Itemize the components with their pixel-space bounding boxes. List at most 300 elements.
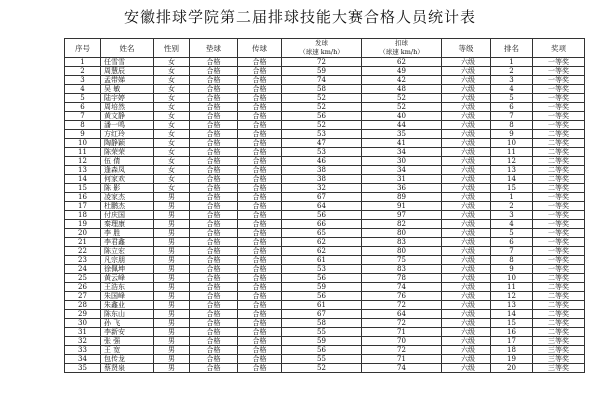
cell-rank: 4 — [491, 85, 533, 94]
cell-serve: 52 — [282, 103, 362, 112]
cell-level: 六级 — [442, 346, 491, 355]
cell-spike: 36 — [362, 184, 442, 193]
cell-spike: 89 — [362, 193, 442, 202]
cell-level: 六级 — [442, 274, 491, 283]
cell-pass: 合格 — [238, 346, 282, 355]
cell-name: 陈立宏 — [101, 247, 154, 256]
cell-pass: 合格 — [238, 283, 282, 292]
cell-spike: 78 — [362, 274, 442, 283]
cell-pad: 合格 — [190, 301, 238, 310]
cell-spike: 70 — [362, 337, 442, 346]
table-row — [65, 157, 585, 166]
header-spike — [362, 39, 442, 58]
cell-index: 17 — [65, 202, 101, 211]
cell-pad: 合格 — [190, 247, 238, 256]
header-serve-unit: （球速 km/h） — [299, 48, 344, 56]
cell-spike: 35 — [362, 130, 442, 139]
cell-pad: 合格 — [190, 58, 238, 67]
cell-pass: 合格 — [238, 220, 282, 229]
cell-name: 张 强 — [101, 337, 154, 346]
table-row — [65, 76, 585, 85]
cell-rank: 1 — [491, 58, 533, 67]
cell-gender: 男 — [154, 319, 190, 328]
cell-serve: 58 — [282, 319, 362, 328]
cell-serve: 59 — [282, 337, 362, 346]
cell-pass: 合格 — [238, 211, 282, 220]
cell-pass: 合格 — [238, 139, 282, 148]
cell-rank: 1 — [491, 193, 533, 202]
cell-level: 六级 — [442, 58, 491, 67]
cell-index: 15 — [65, 184, 101, 193]
cell-pass: 合格 — [238, 319, 282, 328]
cell-serve: 53 — [282, 148, 362, 157]
cell-spike: 30 — [362, 157, 442, 166]
cell-serve: 52 — [282, 94, 362, 103]
table-row — [65, 319, 585, 328]
cell-gender: 男 — [154, 193, 190, 202]
cell-level: 六级 — [442, 166, 491, 175]
cell-pad: 合格 — [190, 184, 238, 193]
table-row — [65, 85, 585, 94]
header-pass: 传球 — [238, 39, 282, 58]
cell-name: 蔡贤泉 — [101, 364, 154, 373]
table-row — [65, 256, 585, 265]
cell-spike: 34 — [362, 166, 442, 175]
cell-rank: 14 — [491, 175, 533, 184]
cell-serve: 56 — [282, 274, 362, 283]
cell-pad: 合格 — [190, 76, 238, 85]
cell-pad: 合格 — [190, 166, 238, 175]
cell-spike: 75 — [362, 256, 442, 265]
cell-rank: 13 — [491, 301, 533, 310]
header-rank: 排名 — [491, 39, 533, 58]
cell-spike: 72 — [362, 301, 442, 310]
cell-gender: 男 — [154, 346, 190, 355]
cell-pass: 合格 — [238, 175, 282, 184]
cell-serve: 56 — [282, 346, 362, 355]
cell-index: 19 — [65, 220, 101, 229]
cell-pass: 合格 — [238, 292, 282, 301]
cell-spike: 83 — [362, 265, 442, 274]
cell-award: 二等奖 — [533, 283, 585, 292]
cell-serve: 56 — [282, 211, 362, 220]
cell-pass: 合格 — [238, 166, 282, 175]
cell-pad: 合格 — [190, 94, 238, 103]
cell-rank: 9 — [491, 130, 533, 139]
cell-gender: 女 — [154, 148, 190, 157]
cell-pad: 合格 — [190, 85, 238, 94]
cell-pad: 合格 — [190, 175, 238, 184]
cell-serve: 74 — [282, 76, 362, 85]
cell-award: 二等奖 — [533, 157, 585, 166]
cell-pass: 合格 — [238, 121, 282, 130]
cell-level: 六级 — [442, 139, 491, 148]
cell-award: 一等奖 — [533, 193, 585, 202]
cell-level: 六级 — [442, 175, 491, 184]
cell-award: 一等奖 — [533, 202, 585, 211]
cell-index: 35 — [65, 364, 101, 373]
cell-serve: 55 — [282, 355, 362, 364]
table-row — [65, 220, 585, 229]
cell-index: 16 — [65, 193, 101, 202]
cell-pad: 合格 — [190, 211, 238, 220]
cell-gender: 女 — [154, 166, 190, 175]
cell-name: 吴 敏 — [101, 85, 154, 94]
cell-spike: 52 — [362, 103, 442, 112]
table-row — [65, 238, 585, 247]
cell-award: 一等奖 — [533, 220, 585, 229]
cell-level: 六级 — [442, 157, 491, 166]
cell-serve: 61 — [282, 256, 362, 265]
cell-name: 包传龙 — [101, 355, 154, 364]
cell-name: 孙 飞 — [101, 319, 154, 328]
cell-serve: 52 — [282, 364, 362, 373]
cell-name: 李 胜 — [101, 229, 154, 238]
cell-gender: 男 — [154, 211, 190, 220]
table-row — [65, 175, 585, 184]
cell-index: 34 — [65, 355, 101, 364]
cell-level: 六级 — [442, 130, 491, 139]
cell-pass: 合格 — [238, 247, 282, 256]
cell-award: 一等奖 — [533, 247, 585, 256]
table-row — [65, 292, 585, 301]
cell-name: 徐佩坤 — [101, 265, 154, 274]
cell-index: 11 — [65, 148, 101, 157]
cell-serve: 67 — [282, 310, 362, 319]
cell-name: 陈荣荣 — [101, 148, 154, 157]
cell-pass: 合格 — [238, 202, 282, 211]
table-row — [65, 328, 585, 337]
cell-name: 王浩东 — [101, 283, 154, 292]
cell-spike: 71 — [362, 355, 442, 364]
cell-index: 4 — [65, 85, 101, 94]
cell-award: 二等奖 — [533, 130, 585, 139]
cell-pad: 合格 — [190, 130, 238, 139]
cell-rank: 11 — [491, 148, 533, 157]
cell-spike: 74 — [362, 283, 442, 292]
table-row — [65, 346, 585, 355]
cell-spike: 72 — [362, 319, 442, 328]
cell-spike: 62 — [362, 58, 442, 67]
table-row — [65, 355, 585, 364]
cell-name: 孟带娣 — [101, 76, 154, 85]
cell-serve: 66 — [282, 220, 362, 229]
cell-spike: 52 — [362, 94, 442, 103]
table-row — [65, 148, 585, 157]
cell-name: 陆宇婷 — [101, 94, 154, 103]
table-row — [65, 247, 585, 256]
cell-index: 33 — [65, 346, 101, 355]
cell-level: 六级 — [442, 112, 491, 121]
cell-pad: 合格 — [190, 328, 238, 337]
cell-award: 一等奖 — [533, 67, 585, 76]
cell-serve: 47 — [282, 139, 362, 148]
cell-rank: 5 — [491, 229, 533, 238]
cell-name: 李君鑫 — [101, 238, 154, 247]
cell-gender: 女 — [154, 85, 190, 94]
cell-gender: 男 — [154, 202, 190, 211]
cell-rank: 18 — [491, 346, 533, 355]
header-level: 等级 — [442, 39, 491, 58]
cell-index: 5 — [65, 94, 101, 103]
cell-pass: 合格 — [238, 193, 282, 202]
cell-award: 二等奖 — [533, 175, 585, 184]
cell-spike: 42 — [362, 76, 442, 85]
cell-award: 一等奖 — [533, 265, 585, 274]
cell-spike: 74 — [362, 364, 442, 373]
cell-gender: 女 — [154, 58, 190, 67]
cell-pass: 合格 — [238, 364, 282, 373]
cell-pass: 合格 — [238, 328, 282, 337]
cell-index: 28 — [65, 301, 101, 310]
cell-pass: 合格 — [238, 67, 282, 76]
cell-serve: 62 — [282, 238, 362, 247]
cell-gender: 男 — [154, 337, 190, 346]
cell-level: 六级 — [442, 238, 491, 247]
cell-pad: 合格 — [190, 337, 238, 346]
cell-rank: 10 — [491, 274, 533, 283]
cell-award: 二等奖 — [533, 328, 585, 337]
cell-level: 六级 — [442, 292, 491, 301]
cell-serve: 72 — [282, 58, 362, 67]
table-row — [65, 58, 585, 67]
cell-award: 一等奖 — [533, 256, 585, 265]
cell-name: 何家欢 — [101, 175, 154, 184]
cell-pass: 合格 — [238, 355, 282, 364]
table-row — [65, 130, 585, 139]
cell-serve: 32 — [282, 184, 362, 193]
cell-pad: 合格 — [190, 319, 238, 328]
cell-award: 一等奖 — [533, 103, 585, 112]
cell-name: 周培然 — [101, 103, 154, 112]
header-spike-label: 扣球 — [395, 39, 408, 47]
cell-pad: 合格 — [190, 310, 238, 319]
cell-rank: 6 — [491, 238, 533, 247]
cell-gender: 男 — [154, 247, 190, 256]
cell-gender: 女 — [154, 184, 190, 193]
header-gender: 性别 — [154, 39, 190, 58]
cell-rank: 8 — [491, 256, 533, 265]
header-pad: 垫球 — [190, 39, 238, 58]
cell-gender: 男 — [154, 283, 190, 292]
cell-rank: 12 — [491, 157, 533, 166]
cell-pass: 合格 — [238, 184, 282, 193]
cell-level: 六级 — [442, 67, 491, 76]
results-table — [64, 38, 585, 373]
cell-name: 秦理康 — [101, 220, 154, 229]
table-header-row — [65, 39, 585, 58]
cell-spike: 83 — [362, 238, 442, 247]
cell-spike: 80 — [362, 229, 442, 238]
cell-award: 二等奖 — [533, 274, 585, 283]
cell-serve: 55 — [282, 328, 362, 337]
cell-spike: 34 — [362, 148, 442, 157]
cell-pad: 合格 — [190, 193, 238, 202]
cell-index: 24 — [65, 265, 101, 274]
cell-award: 一等奖 — [533, 229, 585, 238]
table-row — [65, 202, 585, 211]
cell-name: 任雪雪 — [101, 58, 154, 67]
cell-level: 六级 — [442, 319, 491, 328]
cell-index: 13 — [65, 166, 101, 175]
cell-level: 六级 — [442, 283, 491, 292]
cell-rank: 9 — [491, 265, 533, 274]
cell-level: 六级 — [442, 94, 491, 103]
cell-pass: 合格 — [238, 58, 282, 67]
cell-level: 六级 — [442, 364, 491, 373]
cell-award: 二等奖 — [533, 310, 585, 319]
cell-name: 陈东山 — [101, 310, 154, 319]
cell-rank: 2 — [491, 67, 533, 76]
cell-index: 10 — [65, 139, 101, 148]
page-title: 安徽排球学院第二届排球技能大赛合格人员统计表 — [123, 8, 476, 26]
cell-pad: 合格 — [190, 67, 238, 76]
cell-index: 22 — [65, 247, 101, 256]
cell-gender: 女 — [154, 103, 190, 112]
cell-serve: 67 — [282, 193, 362, 202]
cell-level: 六级 — [442, 229, 491, 238]
cell-gender: 男 — [154, 328, 190, 337]
cell-serve: 64 — [282, 202, 362, 211]
cell-index: 12 — [65, 157, 101, 166]
header-index: 序号 — [65, 39, 101, 58]
cell-pad: 合格 — [190, 346, 238, 355]
cell-award: 二等奖 — [533, 139, 585, 148]
cell-award: 二等奖 — [533, 166, 585, 175]
cell-name: 王 宽 — [101, 346, 154, 355]
cell-spike: 40 — [362, 112, 442, 121]
cell-gender: 男 — [154, 364, 190, 373]
cell-level: 六级 — [442, 121, 491, 130]
cell-spike: 97 — [362, 211, 442, 220]
cell-gender: 女 — [154, 76, 190, 85]
cell-index: 20 — [65, 229, 101, 238]
cell-level: 六级 — [442, 265, 491, 274]
cell-index: 14 — [65, 175, 101, 184]
cell-serve: 52 — [282, 121, 362, 130]
table-body — [65, 58, 585, 373]
cell-pad: 合格 — [190, 229, 238, 238]
cell-rank: 16 — [491, 328, 533, 337]
cell-name: 逢森凤 — [101, 166, 154, 175]
cell-name: 周慧辰 — [101, 67, 154, 76]
cell-gender: 男 — [154, 274, 190, 283]
cell-serve: 61 — [282, 301, 362, 310]
cell-award: 一等奖 — [533, 76, 585, 85]
table-row — [65, 283, 585, 292]
cell-gender: 男 — [154, 238, 190, 247]
cell-rank: 12 — [491, 292, 533, 301]
cell-gender: 男 — [154, 310, 190, 319]
cell-award: 二等奖 — [533, 148, 585, 157]
cell-rank: 15 — [491, 184, 533, 193]
cell-gender: 男 — [154, 256, 190, 265]
cell-serve: 59 — [282, 283, 362, 292]
cell-spike: 72 — [362, 346, 442, 355]
cell-spike: 80 — [362, 247, 442, 256]
cell-spike: 31 — [362, 175, 442, 184]
cell-serve: 65 — [282, 229, 362, 238]
cell-level: 六级 — [442, 337, 491, 346]
cell-serve: 53 — [282, 265, 362, 274]
table-row — [65, 274, 585, 283]
header-name: 姓名 — [101, 39, 154, 58]
cell-name: 凌家杰 — [101, 193, 154, 202]
cell-gender: 女 — [154, 112, 190, 121]
cell-name: 付庆国 — [101, 211, 154, 220]
header-serve — [282, 39, 362, 58]
cell-serve: 56 — [282, 292, 362, 301]
table-row — [65, 337, 585, 346]
cell-index: 29 — [65, 310, 101, 319]
cell-rank: 7 — [491, 247, 533, 256]
cell-level: 六级 — [442, 85, 491, 94]
cell-name: 凡宗朋 — [101, 256, 154, 265]
cell-pad: 合格 — [190, 220, 238, 229]
table-row — [65, 310, 585, 319]
cell-serve: 58 — [282, 85, 362, 94]
cell-name: 李新安 — [101, 328, 154, 337]
cell-level: 六级 — [442, 301, 491, 310]
cell-index: 6 — [65, 103, 101, 112]
cell-rank: 6 — [491, 103, 533, 112]
cell-spike: 82 — [362, 220, 442, 229]
cell-pass: 合格 — [238, 256, 282, 265]
cell-pad: 合格 — [190, 157, 238, 166]
cell-award: 二等奖 — [533, 319, 585, 328]
cell-level: 六级 — [442, 355, 491, 364]
cell-name: 陶静颖 — [101, 139, 154, 148]
cell-pad: 合格 — [190, 283, 238, 292]
cell-pad: 合格 — [190, 112, 238, 121]
cell-pass: 合格 — [238, 85, 282, 94]
cell-pass: 合格 — [238, 103, 282, 112]
cell-serve: 46 — [282, 157, 362, 166]
cell-rank: 15 — [491, 319, 533, 328]
cell-rank: 14 — [491, 310, 533, 319]
cell-rank: 8 — [491, 121, 533, 130]
cell-index: 9 — [65, 130, 101, 139]
cell-rank: 19 — [491, 355, 533, 364]
cell-rank: 4 — [491, 220, 533, 229]
table-row — [65, 103, 585, 112]
cell-level: 六级 — [442, 103, 491, 112]
cell-gender: 女 — [154, 139, 190, 148]
cell-gender: 男 — [154, 265, 190, 274]
cell-award: 三等奖 — [533, 346, 585, 355]
cell-level: 六级 — [442, 148, 491, 157]
cell-name: 方红玲 — [101, 130, 154, 139]
cell-pass: 合格 — [238, 301, 282, 310]
cell-pad: 合格 — [190, 238, 238, 247]
cell-award: 三等奖 — [533, 337, 585, 346]
cell-level: 六级 — [442, 328, 491, 337]
cell-gender: 女 — [154, 130, 190, 139]
table-row — [65, 121, 585, 130]
table-row — [65, 139, 585, 148]
cell-rank: 5 — [491, 94, 533, 103]
cell-rank: 2 — [491, 202, 533, 211]
cell-index: 8 — [65, 121, 101, 130]
cell-index: 26 — [65, 283, 101, 292]
cell-award: 一等奖 — [533, 58, 585, 67]
cell-level: 六级 — [442, 211, 491, 220]
cell-level: 六级 — [442, 202, 491, 211]
cell-pass: 合格 — [238, 112, 282, 121]
cell-award: 一等奖 — [533, 85, 585, 94]
cell-spike: 41 — [362, 139, 442, 148]
cell-award: 一等奖 — [533, 238, 585, 247]
